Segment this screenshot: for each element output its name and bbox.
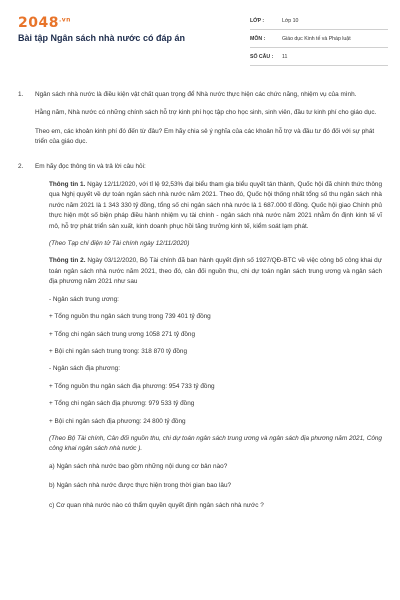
info-block	[49, 180, 382, 511]
info-source: (Theo Bộ Tài chính, Cân đối nguồn thu, chi dự toán ngân sách trung ương và ngân sách địa phương năm 2021, Công công khai ngân sách nhà nước ).	[49, 434, 382, 453]
meta-label: LỚP :	[250, 17, 265, 24]
info-1	[49, 180, 382, 232]
question-2	[18, 162, 382, 511]
info-label: Thông tin 2.	[49, 257, 86, 265]
info-label: Thông tin 1.	[49, 181, 86, 189]
sub-question: b) Ngân sách nhà nước được thực hiện trong thời gian bao lâu?	[49, 482, 232, 490]
meta-value: Lớp 10	[282, 17, 299, 24]
meta-label: SỐ CÂU :	[250, 53, 274, 60]
meta-value: 11	[282, 53, 288, 60]
paragraph: Theo em, các khoản kinh phí đó đến từ đâu? Em hãy chia sẻ ý nghĩa của các khoản hỗ trợ và đầu tư đó đối với sự phát triển của giáo dục.	[35, 127, 375, 146]
meta-label: MÔN :	[250, 35, 266, 42]
question-intro: Em hãy đọc thông tin và trả lời câu hỏi:	[35, 162, 146, 170]
meta-table	[250, 12, 388, 66]
list-item: + Tổng chi ngân sách trung ương 1058 271 tỷ đồng	[49, 330, 196, 338]
info-source: (Theo Tạp chí điện tử Tài chính ngày 12/11/2020)	[49, 240, 190, 248]
info-text: Ngày 03/12/2020, Bộ Tài chính đã ban hành quyết định số 1927/QĐ-BTC về việc công bố công khai dự toán ngân sách nhà nước năm 2021, theo đó, cân đối nguồn thu, chi dự toán ngân sách trung ương và ngân sách địa phương năm 2021 như sau	[49, 257, 382, 286]
sub-question: c) Cơ quan nhà nước nào có thẩm quyền quyết định ngân sách nhà nước ?	[49, 501, 264, 509]
list-item: + Tổng nguồn thu ngân sách trung trong 739 401 tỷ đồng	[49, 313, 211, 321]
question-1	[18, 90, 382, 148]
document-header	[0, 0, 400, 72]
meta-row-count	[250, 48, 388, 66]
list-item: + Tổng chi ngân sách địa phương: 979 533 tỷ đồng	[49, 400, 195, 408]
info-text: Ngày 12/11/2020, với tỉ lệ 92,53% đại biểu tham gia biểu quyết tán thành, Quốc hội đã chính thức thông qua Nghị quyết về dự toán ngân sách nhà nước năm 2021. Theo đó, Quốc hội thống nhất tổng số thu ngân sách nhà nước năm 2021 là 1 343 330 tỷ đồng, tổng số chi ngân sách nhà nước là 1 687.000 tỉ đồng. Quốc hội giao Chính phủ thực hiện một số biện pháp điều hành nhiệm vụ tài chính - ngân sách nhà nước năm 2021 nhằm ổn định kinh tế vĩ mô, hỗ trợ phát triển sản xuất, kinh doanh phục hồi tăng trưởng kinh tế, kiểm soát lạm phát.	[49, 181, 382, 230]
site-logo[interactable]	[18, 15, 71, 31]
document-body	[18, 90, 382, 520]
question-number: 2.	[18, 162, 24, 170]
list-item: - Ngân sách địa phương:	[49, 365, 120, 373]
list-item: + Tổng nguồn thu ngân sách địa phương: 954 733 tỷ đồng	[49, 382, 215, 390]
paragraph: Ngân sách nhà nước là điều kiện vật chất quan trọng để Nhà nước thực hiện các chức năng, nhiệm vụ của mình.	[35, 91, 357, 98]
sub-question: a) Ngân sách nhà nước bao gồm những nội dung cơ bản nào?	[49, 462, 228, 470]
meta-row-class	[250, 12, 388, 30]
question-number: 1.	[18, 91, 24, 98]
logo-suffix: .vn	[58, 16, 71, 24]
meta-value: Giáo dục Kinh tế và Pháp luật	[282, 35, 351, 42]
page-title: Bài tập Ngân sách nhà nước có đáp án	[18, 33, 185, 43]
list-item: + Bội chi ngân sách địa phương: 24 800 tỷ đồng	[49, 417, 186, 425]
info-2	[49, 256, 382, 287]
paragraph: Hằng năm, Nhà nước có những chính sách hỗ trợ kinh phí học tập cho học sinh, sinh viên, đầu tư kinh phí cho giáo dục.	[35, 109, 377, 117]
list-item: - Ngân sách trung ương:	[49, 295, 119, 303]
logo-main: 2048	[18, 15, 59, 31]
list-item: + Bội chi ngân sách trung trong: 318 870 tỷ đồng	[49, 347, 188, 355]
meta-row-subject	[250, 30, 388, 48]
